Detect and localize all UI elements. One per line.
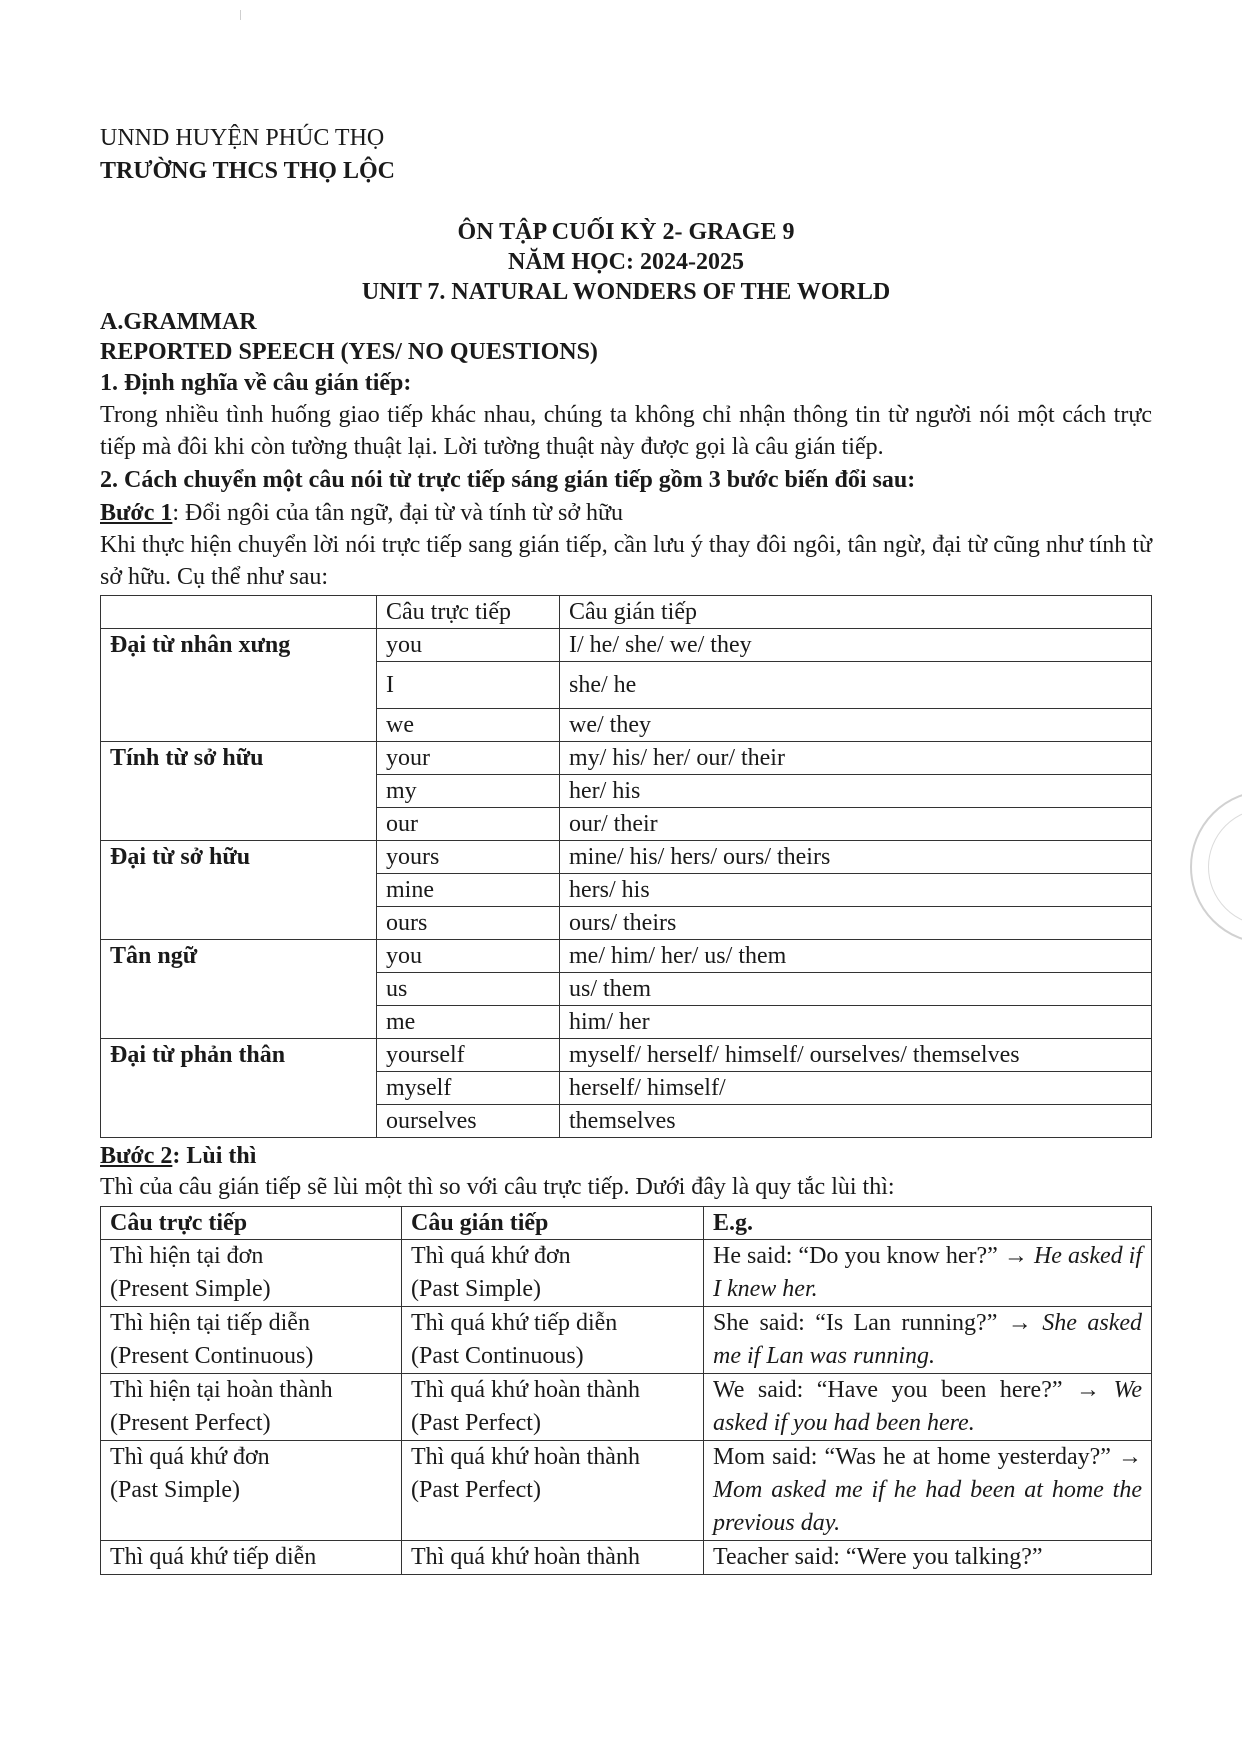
pronoun-table-header <box>101 596 1152 629</box>
direct-tense-line: Thì hiện tại hoàn thành <box>110 1377 333 1403</box>
category-cell: Đại từ sở hữu <box>101 841 377 940</box>
direct-cell: us <box>377 973 560 1006</box>
school-year: NĂM HỌC: 2024-2025 <box>508 249 744 275</box>
direct-tense-line: (Present Simple) <box>110 1276 271 1302</box>
example-reported: He asked if I knew her. <box>713 1243 1143 1302</box>
category-cell: Tính từ sở hữu <box>101 742 377 841</box>
example-quote: Teacher said: “Were you talking?” <box>713 1544 1043 1570</box>
document-page <box>100 122 1152 1575</box>
category-cell: Đại từ nhân xưng <box>101 629 377 742</box>
indirect-tense-line: (Past Continuous) <box>411 1343 584 1369</box>
direct-cell: yourself <box>377 1039 560 1072</box>
indirect-tense-cell <box>402 1307 704 1374</box>
indirect-cell: we/ they <box>560 709 1152 742</box>
school-name: TRƯỜNG THCS THỌ LỘC <box>100 158 395 184</box>
direct-cell: myself <box>377 1072 560 1105</box>
example-quote: He said: “Do you know her?” → <box>713 1243 1028 1269</box>
example-reported: Mom asked me if he had been at home the previous day. <box>713 1477 1142 1536</box>
table-row <box>101 629 1152 662</box>
indirect-tense-line: Thì quá khứ đơn <box>411 1243 571 1269</box>
indirect-tense-line: Thì quá khứ tiếp diễn <box>411 1310 618 1336</box>
direct-cell: me <box>377 1006 560 1039</box>
indirect-tense-line: (Past Perfect) <box>411 1477 541 1503</box>
example-cell <box>704 1240 1152 1307</box>
direct-tense-line: (Present Perfect) <box>110 1410 271 1436</box>
category-cell: Tân ngữ <box>101 940 377 1039</box>
direct-cell: we <box>377 709 560 742</box>
indirect-cell: hers/ his <box>560 874 1152 907</box>
step2-text: Thì của câu gián tiếp sẽ lùi một thì so với câu trực tiếp. Dưới đây là quy tắc lùi thì: <box>100 1174 895 1200</box>
table-row <box>101 1374 1152 1441</box>
step2-label: Bước 2 <box>100 1143 173 1169</box>
table-row <box>101 742 1152 775</box>
direct-cell: I <box>377 662 560 709</box>
direct-cell: my <box>377 775 560 808</box>
indirect-tense-line: Thì quá khứ hoàn thành <box>411 1377 640 1403</box>
indirect-cell: she/ he <box>560 662 1152 709</box>
indirect-cell: herself/ himself/ <box>560 1072 1152 1105</box>
indirect-cell: themselves <box>560 1105 1152 1138</box>
step1-title: : Đổi ngôi của tân ngữ, đại từ và tính từ sở hữu <box>172 500 624 526</box>
indirect-cell: our/ their <box>560 808 1152 841</box>
indirect-tense-line: (Past Simple) <box>411 1276 541 1302</box>
indirect-cell: me/ him/ her/ us/ them <box>560 940 1152 973</box>
direct-tense-line: Thì quá khứ tiếp diễn <box>110 1544 317 1570</box>
example-cell <box>704 1307 1152 1374</box>
table-row <box>101 940 1152 973</box>
col-header-indirect: Câu gián tiếp <box>402 1207 704 1240</box>
doc-title: ÔN TẬP CUỐI KỲ 2- GRAGE 9 <box>457 219 795 245</box>
direct-tense-cell <box>101 1441 402 1541</box>
step1-label: Bước 1 <box>100 500 173 526</box>
pronoun-table <box>100 595 1152 1138</box>
col-header-indirect: Câu gián tiếp <box>560 596 1152 629</box>
direct-tense-line: Thì quá khứ đơn <box>110 1444 270 1470</box>
direct-cell: you <box>377 940 560 973</box>
indirect-cell: him/ her <box>560 1006 1152 1039</box>
indirect-tense-cell <box>402 1374 704 1441</box>
stamp-seal <box>1190 790 1242 944</box>
step1-heading <box>100 497 1152 529</box>
direct-tense-cell <box>101 1307 402 1374</box>
indirect-tense-cell <box>402 1240 704 1307</box>
direct-cell: our <box>377 808 560 841</box>
direct-tense-line: Thì hiện tại tiếp diễn <box>110 1310 310 1336</box>
indirect-cell: ours/ theirs <box>560 907 1152 940</box>
col-header-direct: Câu trực tiếp <box>377 596 560 629</box>
tense-table-header <box>101 1207 1152 1240</box>
example-cell <box>704 1541 1152 1575</box>
category-cell: Đại từ phản thân <box>101 1039 377 1138</box>
table-row <box>101 1441 1152 1541</box>
definition-text: Trong nhiều tình huống giao tiếp khác nhau, chúng ta không chỉ nhận thông tin từ người nói một cách trực tiếp mà đôi khi còn tường thuật lại. Lời tường thuật này được gọi là câu gián tiếp. <box>100 402 1152 460</box>
indirect-tense-cell <box>402 1541 704 1575</box>
indirect-tense-cell <box>402 1441 704 1541</box>
direct-cell: yours <box>377 841 560 874</box>
indirect-cell: I/ he/ she/ we/ they <box>560 629 1152 662</box>
table-row <box>101 841 1152 874</box>
table-row <box>101 1039 1152 1072</box>
col-header-example: E.g. <box>704 1207 1152 1240</box>
direct-cell: mine <box>377 874 560 907</box>
table-row <box>101 1541 1152 1575</box>
tense-table <box>100 1206 1152 1575</box>
direct-tense-cell <box>101 1374 402 1441</box>
example-cell <box>704 1374 1152 1441</box>
example-quote: She said: “Is Lan running?” → <box>713 1310 1032 1336</box>
step2-heading <box>100 1140 1152 1172</box>
topic-heading: REPORTED SPEECH (YES/ NO QUESTIONS) <box>100 339 598 365</box>
header-blank <box>101 596 377 629</box>
indirect-tense-line: (Past Perfect) <box>411 1410 541 1436</box>
direct-cell: you <box>377 629 560 662</box>
indirect-cell: her/ his <box>560 775 1152 808</box>
direct-tense-line: (Past Simple) <box>110 1477 240 1503</box>
steps-heading: 2. Cách chuyển một câu nói từ trực tiếp sáng gián tiếp gồm 3 bước biến đổi sau: <box>100 467 916 493</box>
scan-mark <box>240 10 241 20</box>
section-heading: A.GRAMMAR <box>100 309 257 335</box>
example-reported: We asked if you had been here. <box>713 1377 1143 1436</box>
step1-text: Khi thực hiện chuyển lời nói trực tiếp sang gián tiếp, cần lưu ý thay đôi ngôi, tân ngừ, đại từ cũng như tính từ sở hữu. Cụ thể như sau: <box>100 532 1152 590</box>
example-cell <box>704 1441 1152 1541</box>
indirect-cell: my/ his/ her/ our/ their <box>560 742 1152 775</box>
direct-cell: your <box>377 742 560 775</box>
direct-cell: ours <box>377 907 560 940</box>
step2-title: : Lùi thì <box>172 1143 257 1169</box>
indirect-tense-line: Thì quá khứ hoàn thành <box>411 1544 640 1570</box>
direct-tense-cell <box>101 1240 402 1307</box>
direct-tense-cell <box>101 1541 402 1575</box>
indirect-cell: us/ them <box>560 973 1152 1006</box>
indirect-cell: mine/ his/ hers/ ours/ theirs <box>560 841 1152 874</box>
unit-title: UNIT 7. NATURAL WONDERS OF THE WORLD <box>361 279 891 305</box>
example-reported: She asked me if Lan was running. <box>713 1310 1143 1369</box>
table-row <box>101 1240 1152 1307</box>
indirect-cell: myself/ herself/ himself/ ourselves/ themselves <box>560 1039 1152 1072</box>
direct-cell: ourselves <box>377 1105 560 1138</box>
example-quote: We said: “Have you been here?” → <box>713 1377 1101 1403</box>
example-quote: Mom said: “Was he at home yesterday?” → <box>713 1444 1142 1470</box>
table-row <box>101 1307 1152 1374</box>
direct-tense-line: Thì hiện tại đơn <box>110 1243 264 1269</box>
col-header-direct: Câu trực tiếp <box>101 1207 402 1240</box>
district-name: UNND HUYỆN PHÚC THỌ <box>100 125 385 151</box>
indirect-tense-line: Thì quá khứ hoàn thành <box>411 1444 640 1470</box>
direct-tense-line: (Present Continuous) <box>110 1343 314 1369</box>
definition-heading: 1. Định nghĩa về câu gián tiếp: <box>100 370 412 396</box>
